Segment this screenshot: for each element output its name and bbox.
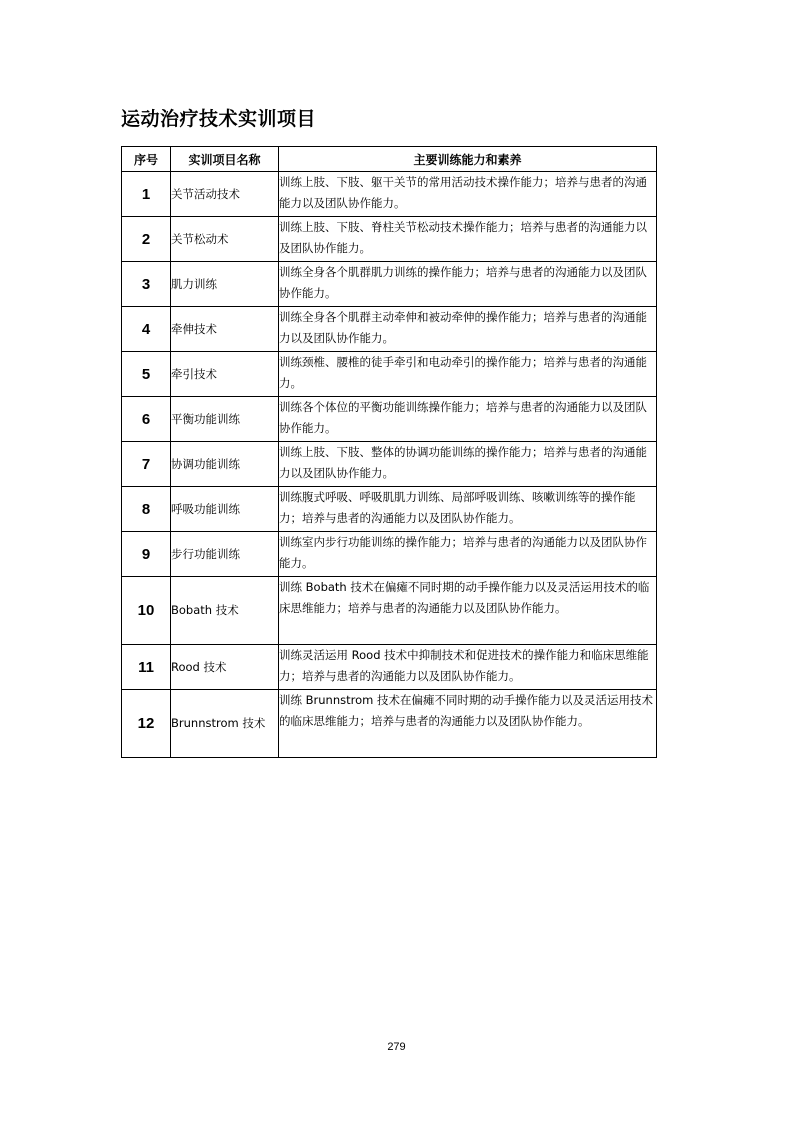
- table-header-row: [122, 147, 657, 172]
- table-row: [122, 532, 657, 577]
- row-num: 7: [122, 442, 171, 487]
- row-num: 4: [122, 307, 171, 352]
- table-row: [122, 577, 657, 645]
- row-desc: 训练灵活运用 Rood 技术中抑制技术和促进技术的操作能力和临床思维能力；培养与患者的沟通能力以及团队协作能力。: [279, 645, 657, 690]
- table-row: [122, 262, 657, 307]
- row-name: 关节松动术: [171, 217, 279, 262]
- table-row: [122, 442, 657, 487]
- row-name: 牵伸技术: [171, 307, 279, 352]
- row-name: Bobath 技术: [171, 577, 279, 645]
- table-row: [122, 397, 657, 442]
- row-name: 协调功能训练: [171, 442, 279, 487]
- header-desc: 主要训练能力和素养: [279, 147, 657, 172]
- row-desc: 训练各个体位的平衡功能训练操作能力；培养与患者的沟通能力以及团队协作能力。: [279, 397, 657, 442]
- training-projects-table: [121, 146, 657, 758]
- row-name: Brunnstrom 技术: [171, 690, 279, 758]
- header-num: 序号: [122, 147, 171, 172]
- row-desc: 训练 Brunnstrom 技术在偏瘫不同时期的动手操作能力以及灵活运用技术的临床思维能力；培养与患者的沟通能力以及团队协作能力。: [279, 690, 657, 758]
- row-desc: 训练颈椎、腰椎的徒手牵引和电动牵引的操作能力；培养与患者的沟通能力。: [279, 352, 657, 397]
- table-row: [122, 487, 657, 532]
- row-name: 关节活动技术: [171, 172, 279, 217]
- page-title: 运动治疗技术实训项目: [121, 108, 317, 130]
- row-num: 6: [122, 397, 171, 442]
- row-num: 5: [122, 352, 171, 397]
- row-desc: 训练室内步行功能训练的操作能力；培养与患者的沟通能力以及团队协作能力。: [279, 532, 657, 577]
- row-desc: 训练 Bobath 技术在偏瘫不同时期的动手操作能力以及灵活运用技术的临床思维能力；培养与患者的沟通能力以及团队协作能力。: [279, 577, 657, 645]
- row-num: 11: [122, 645, 171, 690]
- row-num: 10: [122, 577, 171, 645]
- table-row: [122, 307, 657, 352]
- row-num: 8: [122, 487, 171, 532]
- table-row: [122, 690, 657, 758]
- page-number: 279: [387, 1041, 406, 1053]
- table-row: [122, 172, 657, 217]
- row-name: 呼吸功能训练: [171, 487, 279, 532]
- row-num: 12: [122, 690, 171, 758]
- table-row: [122, 645, 657, 690]
- table-row: [122, 217, 657, 262]
- row-name: Rood 技术: [171, 645, 279, 690]
- row-desc: 训练上肢、下肢、脊柱关节松动技术操作能力；培养与患者的沟通能力以及团队协作能力。: [279, 217, 657, 262]
- row-desc: 训练全身各个肌群肌力训练的操作能力；培养与患者的沟通能力以及团队协作能力。: [279, 262, 657, 307]
- row-desc: 训练上肢、下肢、躯干关节的常用活动技术操作能力；培养与患者的沟通能力以及团队协作能力。: [279, 172, 657, 217]
- row-desc: 训练腹式呼吸、呼吸肌肌力训练、局部呼吸训练、咳嗽训练等的操作能力；培养与患者的沟通能力以及团队协作能力。: [279, 487, 657, 532]
- row-name: 肌力训练: [171, 262, 279, 307]
- row-name: 步行功能训练: [171, 532, 279, 577]
- table-row: [122, 352, 657, 397]
- row-name: 牵引技术: [171, 352, 279, 397]
- row-name: 平衡功能训练: [171, 397, 279, 442]
- row-num: 1: [122, 172, 171, 217]
- header-name: 实训项目名称: [171, 147, 279, 172]
- row-num: 2: [122, 217, 171, 262]
- row-num: 9: [122, 532, 171, 577]
- row-desc: 训练上肢、下肢、整体的协调功能训练的操作能力；培养与患者的沟通能力以及团队协作能力。: [279, 442, 657, 487]
- row-num: 3: [122, 262, 171, 307]
- row-desc: 训练全身各个肌群主动牵伸和被动牵伸的操作能力；培养与患者的沟通能力以及团队协作能力。: [279, 307, 657, 352]
